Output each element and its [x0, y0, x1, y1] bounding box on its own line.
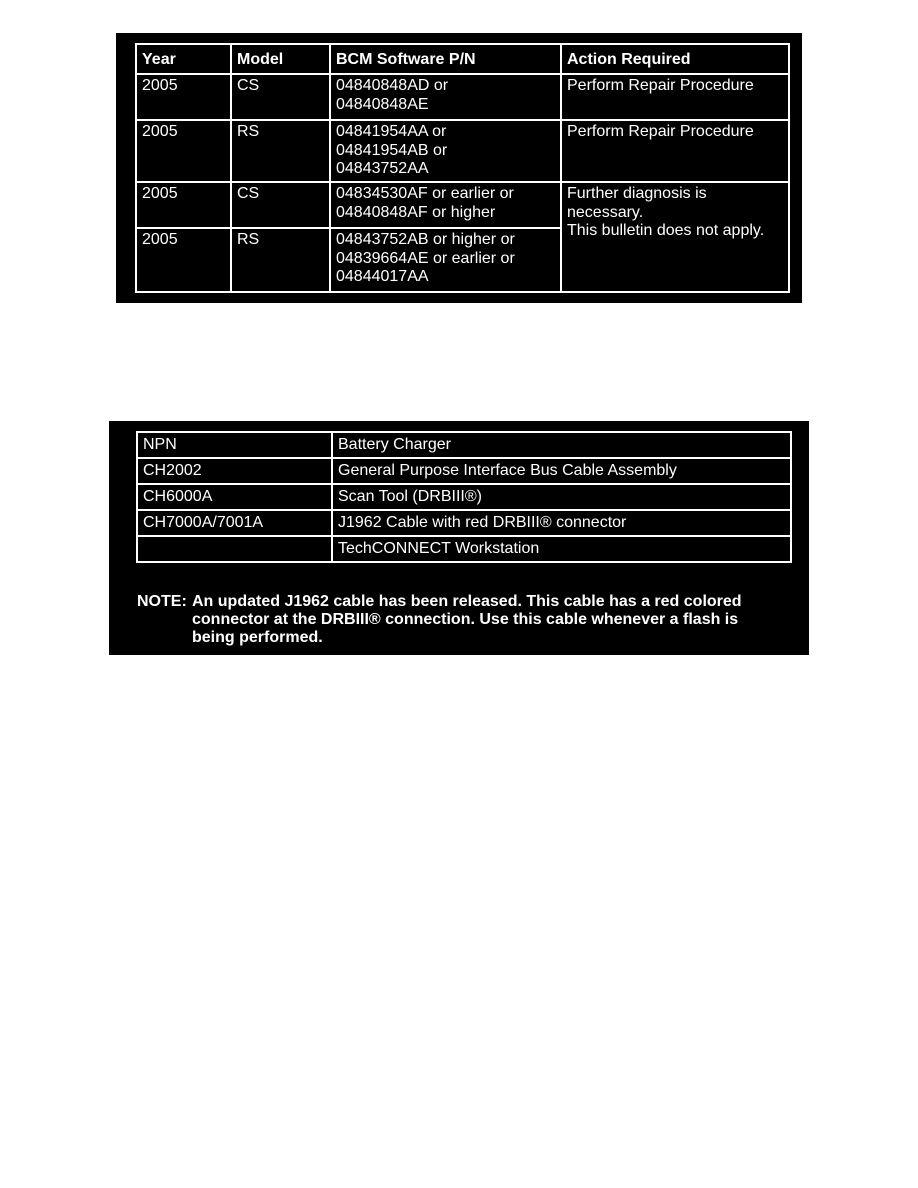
table-row	[137, 458, 791, 484]
tool-number-cell: CH2002	[137, 458, 332, 484]
table-row	[136, 74, 789, 120]
action-line: Further diagnosis is	[567, 185, 707, 202]
header-bcm-software-pn: BCM Software P/N	[330, 44, 561, 74]
pn-line: 04844017AA	[336, 268, 429, 285]
table-row	[137, 484, 791, 510]
pn-line: 04841954AA or	[336, 123, 447, 140]
table-row	[137, 432, 791, 458]
merged-action-cell	[561, 182, 789, 292]
pn-cell	[330, 74, 561, 120]
action-cell: Perform Repair Procedure	[561, 74, 789, 120]
table-row	[136, 182, 789, 228]
pn-cell	[330, 182, 561, 228]
year-cell: 2005	[136, 182, 231, 228]
note-body	[192, 593, 797, 647]
tools-table	[136, 431, 792, 563]
model-cell: RS	[231, 120, 330, 182]
pn-line: 04843752AB or higher or	[336, 231, 515, 248]
tool-description-cell: Scan Tool (DRBIII®)	[332, 484, 791, 510]
pn-line: 04840848AF or higher	[336, 203, 496, 221]
header-year: Year	[136, 44, 231, 74]
header-model: Model	[231, 44, 330, 74]
note-line: An updated J1962 cable has been released. This cable has a red colored	[192, 593, 742, 610]
tool-description-cell: General Purpose Interface Bus Cable Assembly	[332, 458, 791, 484]
tool-description-cell: TechCONNECT Workstation	[332, 536, 791, 562]
pn-cell	[330, 120, 561, 182]
note-label: NOTE:	[137, 593, 187, 610]
tool-description-cell: Battery Charger	[332, 432, 791, 458]
bcm-software-table	[135, 43, 790, 293]
table-row	[137, 536, 791, 562]
year-cell: 2005	[136, 120, 231, 182]
tool-number-cell: CH7000A/7001A	[137, 510, 332, 536]
tool-number-cell: CH6000A	[137, 484, 332, 510]
pn-line: 04834530AF or earlier or	[336, 185, 514, 202]
pn-line: 04843752AA	[336, 160, 429, 177]
pn-line: 04840848AD or	[336, 77, 449, 94]
pn-line: 04839664AE or earlier or	[336, 249, 515, 267]
table-row	[136, 120, 789, 182]
model-cell: RS	[231, 228, 330, 292]
action-line: This bulletin does not apply.	[567, 222, 765, 239]
note-line: connector at the DRBIII® connection. Use this cable whenever a flash is	[192, 611, 739, 628]
tool-number-cell: NPN	[137, 432, 332, 458]
tools-panel	[109, 421, 809, 655]
note-block	[137, 593, 797, 647]
table-header-row	[136, 44, 789, 74]
model-cell: CS	[231, 74, 330, 120]
action-line: necessary.	[567, 203, 644, 221]
header-action-required: Action Required	[561, 44, 789, 74]
model-cell: CS	[231, 182, 330, 228]
bcm-software-panel	[116, 33, 802, 303]
pn-line: 04840848AE	[336, 95, 429, 113]
note-line: being performed.	[192, 629, 323, 646]
pn-line: 04841954AB or	[336, 141, 448, 159]
year-cell: 2005	[136, 228, 231, 292]
year-cell: 2005	[136, 74, 231, 120]
pn-cell	[330, 228, 561, 292]
action-cell: Perform Repair Procedure	[561, 120, 789, 182]
tool-description-cell: J1962 Cable with red DRBIII® connector	[332, 510, 791, 536]
tool-number-cell	[137, 536, 332, 562]
table-row	[137, 510, 791, 536]
